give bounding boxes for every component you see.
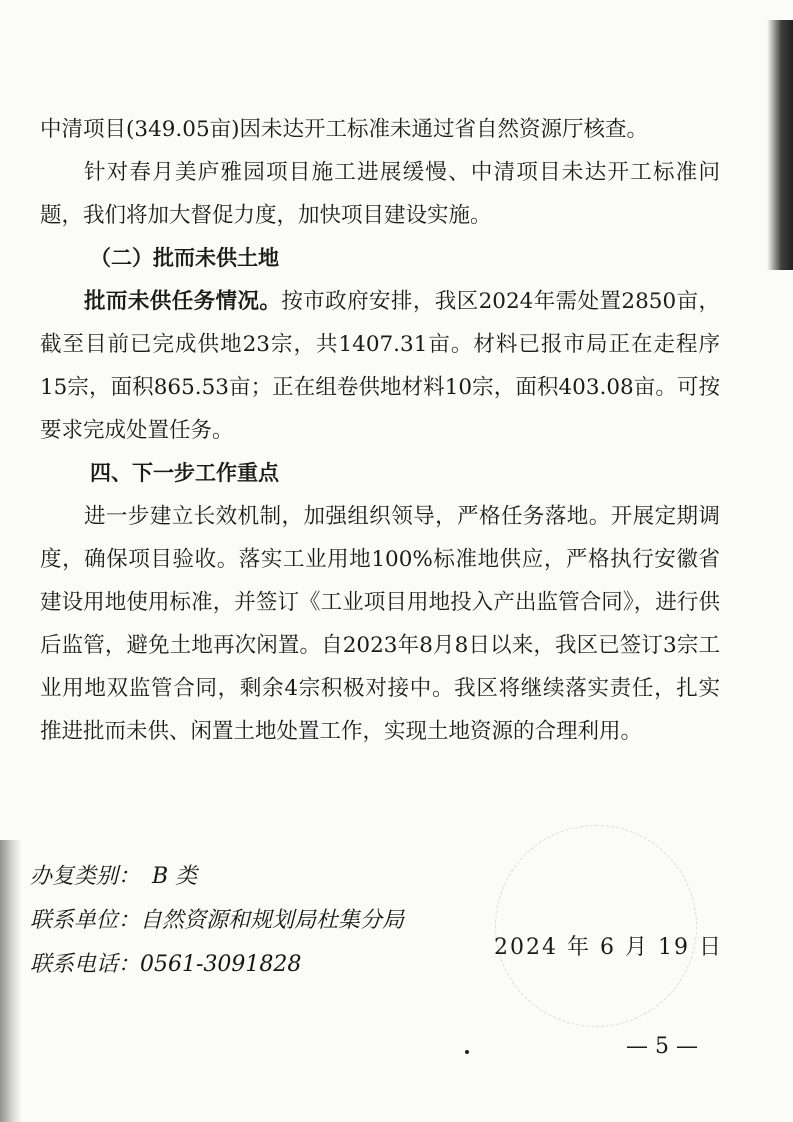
scan-speck [465, 1050, 469, 1054]
category-value: B 类 [152, 864, 198, 889]
page-number: — 5 — [626, 1034, 698, 1059]
scan-edge-shadow [0, 840, 22, 1122]
document-body [40, 108, 720, 753]
category-row [30, 855, 404, 899]
section-heading-sub2: （二）批而未供土地 [90, 246, 279, 270]
paragraph-next-steps: 进一步建立长效机制，加强组织领导，严格任务落地。开展定期调度，确保项目验收。落实工业用地100%标准地供应，严格执行安徽省建设用地使用标准，并签订《工业项目用地投入产出监管合同》，进行供后监管，避免土地再次闲置。自2023年8月8日以来，我区已签订3宗工业用地双监管合同，剩余4宗积极对接中。我区将继续落实责任，扎实推进批而未供、闲置土地处置工作，实现土地资源的合理利用。 [40, 504, 720, 744]
contact-block [30, 855, 404, 987]
unit-label: 联系单位： [30, 908, 141, 933]
section-heading-4: 四、下一步工作重点 [90, 461, 279, 485]
run-in-heading: 批而未供任务情况。 [84, 289, 282, 314]
paragraph-continuation-line: 中清项目(349.05亩)因未达开工标准未通过省自然资源厅核查。 [40, 117, 649, 142]
document-date: 2024 年 6 月 19 日 [494, 935, 723, 960]
paragraph-land-supply-text: 按市政府安排，我区2024年需处置2850亩，截至目前已完成供地23宗，共1407.31亩。材料已报市局正在走程序15宗，面积865.53亩；正在组卷供地材料10宗，面积403.08亩。可按要求完成处置任务。 [40, 289, 720, 443]
category-label: 办复类别： [30, 864, 141, 889]
paragraph-followup: 针对春月美庐雅园项目施工进展缓慢、中清项目未达开工标准问题，我们将加大督促力度，加快项目建设实施。 [40, 160, 720, 228]
phone-value: 0561-3091828 [140, 952, 302, 977]
paragraph-land-supply [40, 280, 720, 452]
scan-edge-shadow [767, 20, 793, 270]
unit-value: 自然资源和规划局杜集分局 [140, 908, 405, 933]
unit-row [30, 899, 404, 943]
faded-seal [495, 825, 697, 1027]
phone-label: 联系电话： [30, 952, 141, 977]
phone-row [30, 943, 404, 987]
